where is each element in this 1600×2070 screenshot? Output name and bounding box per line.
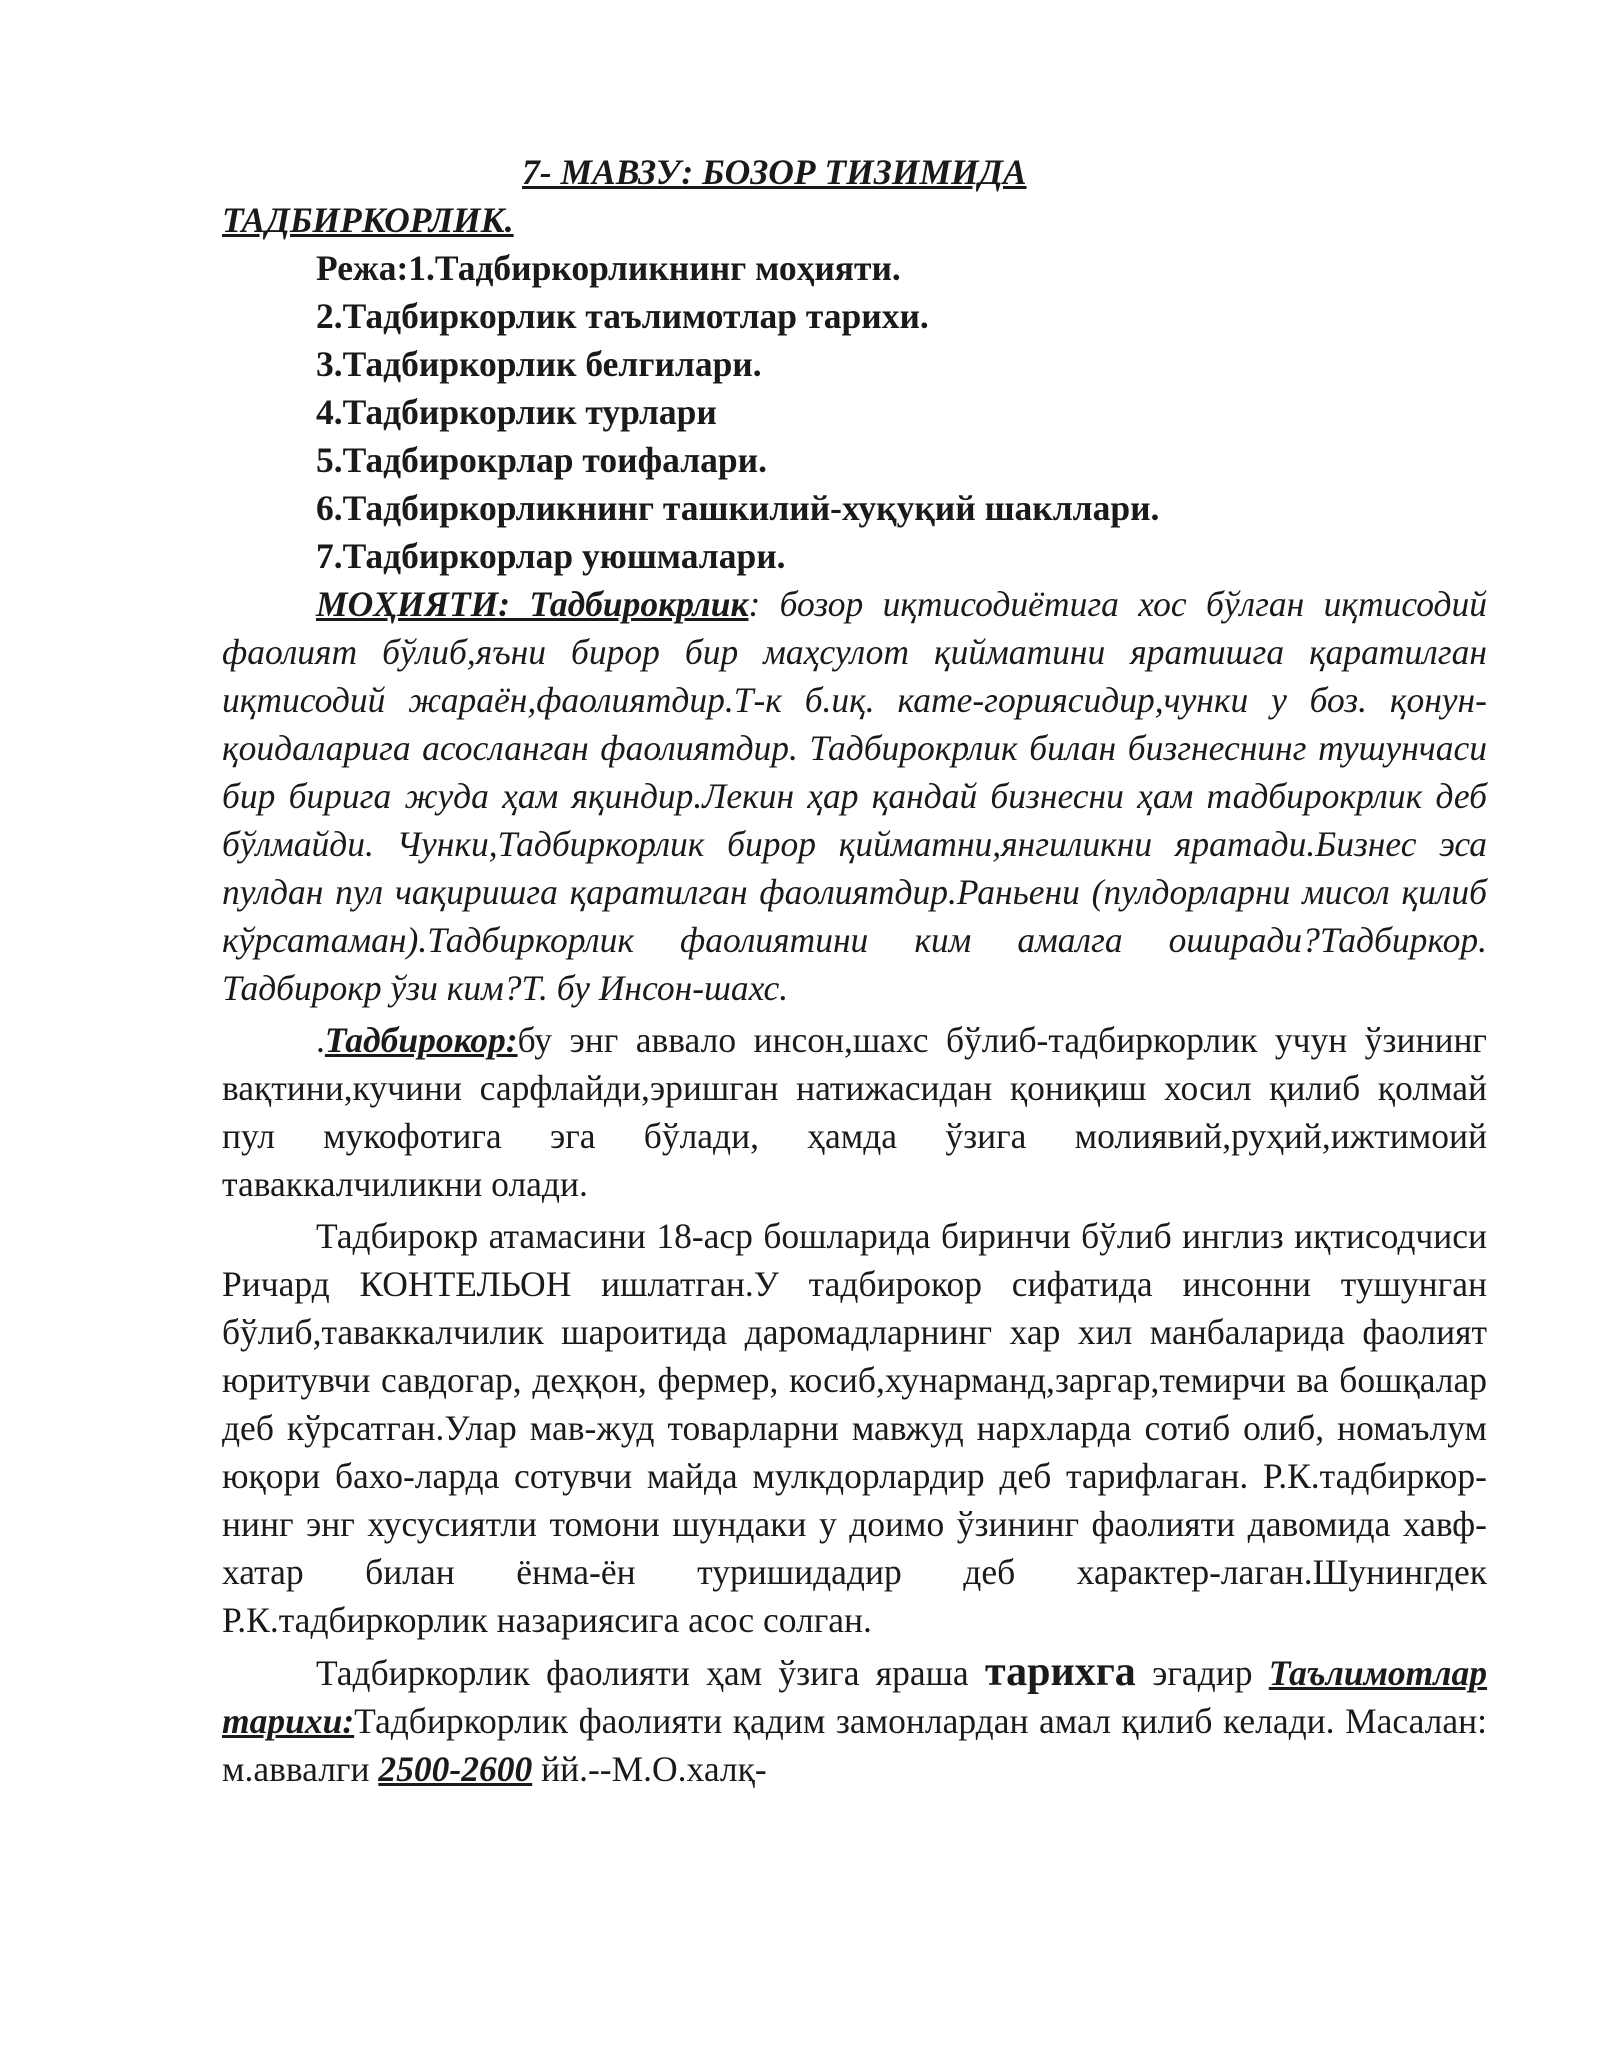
- plan-item: 5.Тадбирокрлар тоифалари.: [316, 440, 767, 480]
- title-line-2: ТАДБИРКОРЛИК.: [222, 200, 514, 240]
- plan-item: 4.Тадбиркорлик турлари: [316, 392, 717, 432]
- lesson-plan: [316, 244, 1487, 580]
- title-line-1: 7- МАВЗУ: БОЗОР ТИЗИМИДА: [522, 152, 1027, 192]
- history-text-2: эгадир: [1135, 1653, 1269, 1693]
- plan-item: 3.Тадбиркорлик белгилари.: [316, 344, 762, 384]
- entrepreneur-prefix: .: [316, 1020, 325, 1060]
- history-text-4: йй.--М.О.халқ-: [532, 1749, 767, 1789]
- plan-item: 6.Тадбиркорликнинг ташкилий-хуқуқий шакллари.: [316, 488, 1160, 528]
- essence-text: : бозор иқтисодиётига хос бўлган иқтисодий фаолият бўлиб,яъни бирор бир маҳсулот қийматини яратишга қаратилган иқтисодий жараён,фаолиятдир.Т-к б.иқ. кате-гориясидир,чунки у боз. қонун-қоидаларига асосланган фаолиятдир. Тадбирокрлик билан бизгнеснинг тушунчаси бир бирига жуда ҳам яқиндир.Лекин ҳар қандай бизнесни ҳам тадбирокрлик деб бўлмайди. Чунки,Тадбиркорлик бирор қийматни,янгиликни яратади.Бизнес эса пулдан пул чақиришга қаратилган фаолиятдир.Раньени (пулдорларни мисол қилиб кўрсатаман).Тадбиркорлик фаолиятини ким амалга оширади?Тадбиркор. Тадбирокр ўзи ким?Т. бу Инсон-шахс.: [222, 584, 1488, 1008]
- entrepreneur-term: Тадбирокор:: [324, 1020, 518, 1060]
- plan-item: Режа:1.Тадбиркорликнинг моҳияти.: [316, 248, 901, 288]
- history-term: Таълимотлар тарихи:: [222, 1653, 1487, 1741]
- entrepreneur-text: бу энг аввало инсон,шахс бўлиб-тадбиркорлик учун ўзининг вақтини,кучини сарфлайди,эришган натижасидан қониқиш хосил қилиб қолмай пул мукофотига эга бўлади, ҳамда ўзига молиявий,руҳий,ижтимоий таваккалчиликни олади.: [222, 1020, 1487, 1204]
- essence-term: МОҲИЯТИ: Тадбирокрлик: [316, 584, 749, 624]
- history-big-word: тарихга: [985, 1649, 1136, 1695]
- essence-paragraph: [222, 580, 1487, 1012]
- topic-title: [222, 148, 1487, 244]
- history-paragraph: [222, 1648, 1487, 1793]
- history-text-3: Тадбиркорлик фаолияти қадим замонлардан амал қилиб келади. Масалан: м.аввалги: [222, 1701, 1487, 1789]
- history-years: 2500-2600: [378, 1749, 533, 1789]
- plan-item: 2.Тадбиркорлик таълимотлар тарихи.: [316, 296, 929, 336]
- document-page: [222, 148, 1487, 1793]
- entrepreneur-paragraph: [222, 1016, 1487, 1208]
- plan-item: 7.Тадбиркорлар уюшмалари.: [316, 536, 786, 576]
- cantillon-paragraph: Тадбирокр атамасини 18-аср бошларида биринчи бўлиб инглиз иқтисодчиси Ричард КОНТЕЛЬОН ишлатган.У тадбирокор сифатида инсонни тушунган бўлиб,таваккалчилик шароитида даромадларнинг хар хил манбаларида фаолият юритувчи савдогар, деҳқон, фермер, косиб,хунарманд,заргар,темирчи ва бошқалар деб кўрсатган.Улар мав-жуд товарларни мавжуд нархларда сотиб олиб, номаълум юқори бахо-ларда сотувчи майда мулкдорлардир деб тарифлаган. Р.К.тадбиркор-нинг энг хусусиятли томони шундаки у доимо ўзининг фаолияти давомида хавф-хатар билан ёнма-ён туришидадир деб характер-лаган.Шунингдек Р.К.тадбиркорлик назариясига асос солган.: [222, 1216, 1487, 1640]
- history-text-1: Тадбиркорлик фаолияти ҳам ўзига яраша: [316, 1653, 985, 1693]
